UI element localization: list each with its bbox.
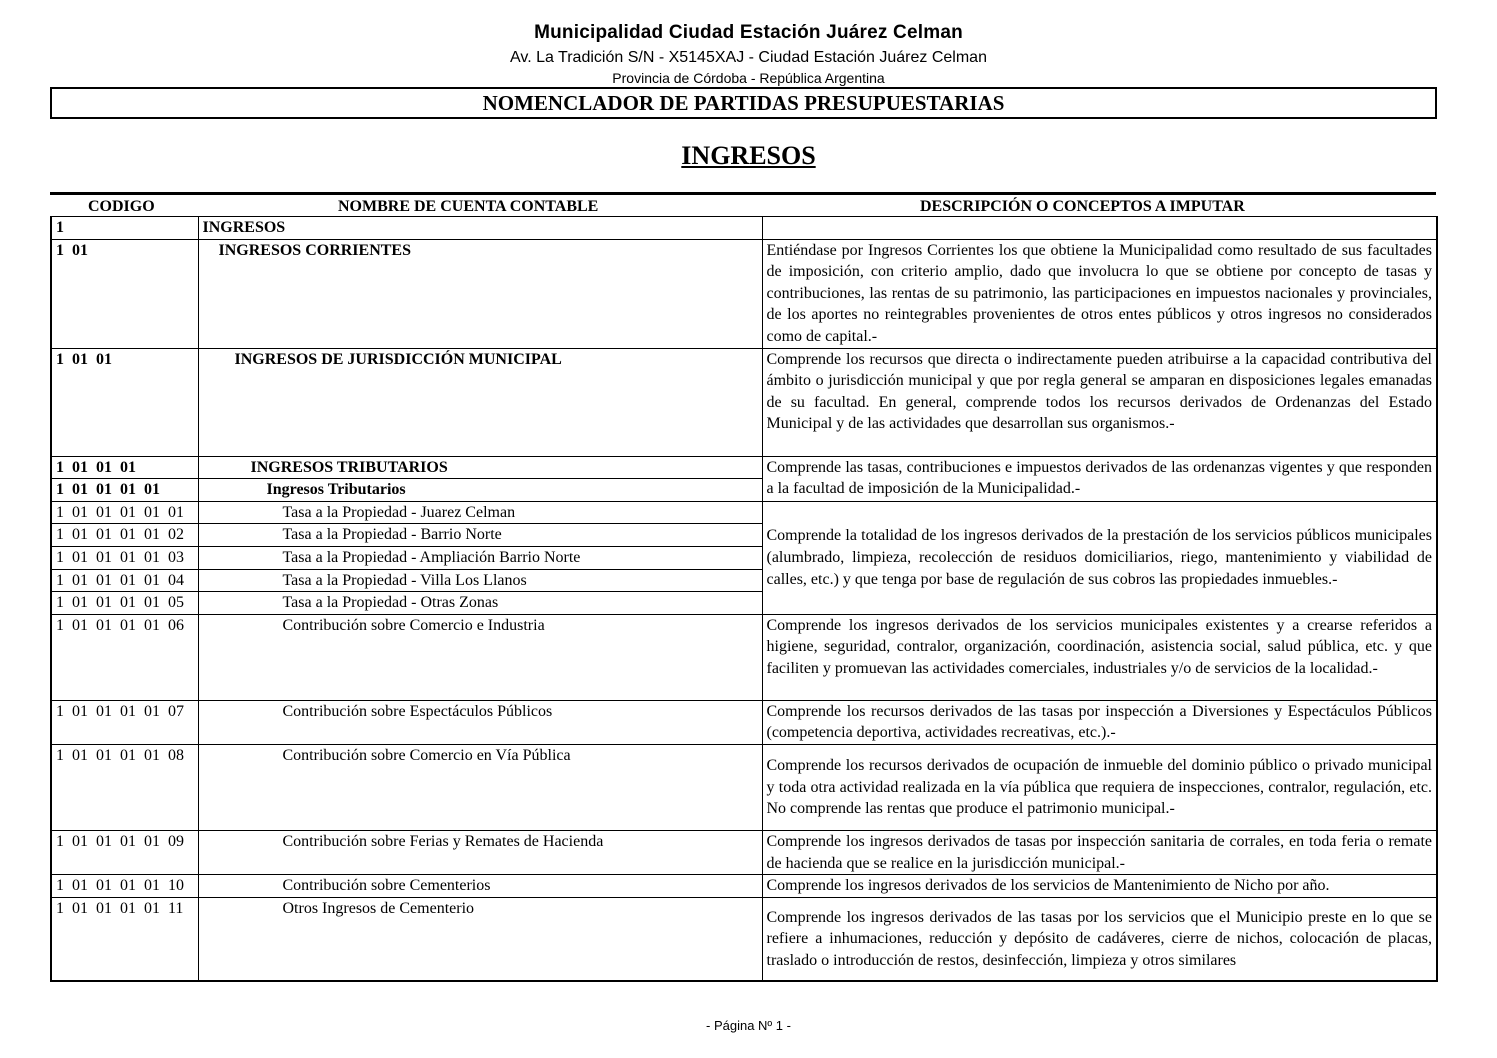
document-title: NOMENCLADOR DE PARTIDAS PRESUPUESTARIAS xyxy=(50,87,1437,119)
account-name-cell: Ingresos Tributarios xyxy=(198,479,762,502)
description-cell: Comprende los ingresos derivados de las tasas por los servicios que el Municipio preste en lo que se refiere a inhumaciones, reducción y depósito de cadáveres, cierre de nichos, colocación de placas, traslado o introducción de restos, desinfección, limpieza y otros similares xyxy=(762,897,1437,981)
description-cell: Comprende los recursos derivados de las tasas por inspección a Diversiones y Espectáculos Públicos (competencia deportiva, actividades recreativas, etc.).- xyxy=(762,700,1437,744)
table-row xyxy=(51,456,1437,479)
table-row xyxy=(51,744,1437,830)
account-name-cell: INGRESOS DE JURISDICCIÓN MUNICIPAL xyxy=(198,348,762,456)
account-name-cell: INGRESOS CORRIENTES xyxy=(198,239,762,348)
account-name-cell: Contribución sobre Comercio en Vía Pública xyxy=(198,744,762,830)
code-cell: 1 01 01 01 xyxy=(51,456,198,479)
code-cell: 1 01 01 01 01 03 xyxy=(51,546,198,569)
account-name-cell: Tasa a la Propiedad - Otras Zonas xyxy=(198,592,762,615)
municipality-address: Av. La Tradición S/N - X5145XAJ - Ciudad Estación Juárez Celman xyxy=(510,49,987,66)
account-name-cell: Contribución sobre Cementerios xyxy=(198,875,762,898)
code-cell: 1 01 01 01 01 07 xyxy=(51,700,198,744)
table-row xyxy=(51,348,1437,456)
code-cell: 1 xyxy=(51,217,198,240)
code-cell: 1 01 01 01 01 xyxy=(51,479,198,502)
table-row xyxy=(51,875,1437,898)
column-header-description: DESCRIPCIÓN O CONCEPTOS A IMPUTAR xyxy=(920,198,1245,215)
section-title: INGRESOS xyxy=(681,141,816,170)
table-row xyxy=(51,614,1437,700)
account-name-cell: Contribución sobre Ferias y Remates de Hacienda xyxy=(198,830,762,874)
account-name-cell: Tasa a la Propiedad - Ampliación Barrio Norte xyxy=(198,546,762,569)
municipality-name: Municipalidad Ciudad Estación Juárez Celman xyxy=(534,22,963,43)
code-cell: 1 01 01 01 01 10 xyxy=(51,875,198,898)
account-name-cell: Otros Ingresos de Cementerio xyxy=(198,897,762,981)
account-name-cell: Contribución sobre Espectáculos Públicos xyxy=(198,700,762,744)
account-name-cell: Tasa a la Propiedad - Juarez Celman xyxy=(198,501,762,524)
table-row xyxy=(51,700,1437,744)
column-header-code: CODIGO xyxy=(88,198,155,215)
budget-items-table xyxy=(50,216,1438,982)
code-cell: 1 01 01 01 01 02 xyxy=(51,524,198,547)
code-cell: 1 01 01 01 01 09 xyxy=(51,830,198,874)
description-cell: Comprende los ingresos derivados de tasas por inspección sanitaria de corrales, en toda feria o remate de hacienda que se realice en la jurisdicción municipal.- xyxy=(762,830,1437,874)
table-row xyxy=(51,239,1437,348)
description-cell: Entiéndase por Ingresos Corrientes los que obtiene la Municipalidad como resultado de sus facultades de imposición, con criterio amplio, dado que involucra lo que se obtiene por concepto de tasas y contribuciones, las rentas de su patrimonio, las participaciones en impuestos nacionales y provinciales, de los aportes no reintegrables provenientes de otros entes públicos y otros ingresos no considerados como de capital.- xyxy=(762,239,1437,348)
table-row xyxy=(51,501,1437,524)
account-name-cell: Tasa a la Propiedad - Villa Los Llanos xyxy=(198,569,762,592)
column-headers xyxy=(50,196,1436,216)
description-cell: Comprende los ingresos derivados de los servicios de Mantenimiento de Nicho por año. xyxy=(762,875,1437,898)
page-number: - Página Nº 1 - xyxy=(706,1018,791,1033)
code-cell: 1 01 01 xyxy=(51,348,198,456)
code-cell: 1 01 01 01 01 06 xyxy=(51,614,198,700)
municipality-province: Provincia de Córdoba - República Argentina xyxy=(612,70,885,86)
table-row xyxy=(51,897,1437,981)
description-cell: Comprende los recursos que directa o indirectamente pueden atribuirse a la capacidad contributiva del ámbito o jurisdicción municipal y que por regla general se amparan en disposiciones legales emanadas de su facultad. En general, comprende todos los recursos derivados de Ordenanzas del Estado Municipal y de las actividades que desarrollan sus organismos.- xyxy=(762,348,1437,456)
account-name-cell: Contribución sobre Comercio e Industria xyxy=(198,614,762,700)
description-cell: Comprende los ingresos derivados de los servicios municipales existentes y a crearse referidos a higiene, seguridad, contralor, organización, coordinación, asistencia social, salud pública, etc. y que faciliten y promuevan las actividades comerciales, industriales y/o de servicios de la localidad.- xyxy=(762,614,1437,700)
code-cell: 1 01 01 01 01 04 xyxy=(51,569,198,592)
account-name-cell: INGRESOS xyxy=(198,217,762,240)
code-cell: 1 01 01 01 01 08 xyxy=(51,744,198,830)
code-cell: 1 01 01 01 01 01 xyxy=(51,501,198,524)
column-header-name: NOMBRE DE CUENTA CONTABLE xyxy=(338,198,599,215)
account-name-cell: Tasa a la Propiedad - Barrio Norte xyxy=(198,524,762,547)
code-cell: 1 01 01 01 01 05 xyxy=(51,592,198,615)
description-cell: Comprende los recursos derivados de ocupación de inmueble del dominio público o privado municipal y toda otra actividad realizada en la vía pública que requiera de inspecciones, contralor, regulación, etc. No comprende las rentas que produce el patrimonio municipal.- xyxy=(762,744,1437,830)
description-cell: Comprende la totalidad de los ingresos derivados de la prestación de los servicios públicos municipales (alumbrado, limpieza, recolección de residuos domiciliarios, riego, mantenimiento y viabilidad de calles, etc.) y que tenga por base de regulación de sus cobros las propiedades inmuebles.- xyxy=(762,501,1437,614)
code-cell: 1 01 xyxy=(51,239,198,348)
description-cell: Comprende las tasas, contribuciones e impuestos derivados de las ordenanzas vigentes y que responden a la facultad de imposición de la Municipalidad.- xyxy=(762,456,1437,501)
table-row xyxy=(51,217,1437,240)
code-cell: 1 01 01 01 01 11 xyxy=(51,897,198,981)
table-row xyxy=(51,830,1437,874)
description-cell xyxy=(762,217,1437,240)
account-name-cell: INGRESOS TRIBUTARIOS xyxy=(198,456,762,479)
table-top-rule xyxy=(50,192,1436,195)
